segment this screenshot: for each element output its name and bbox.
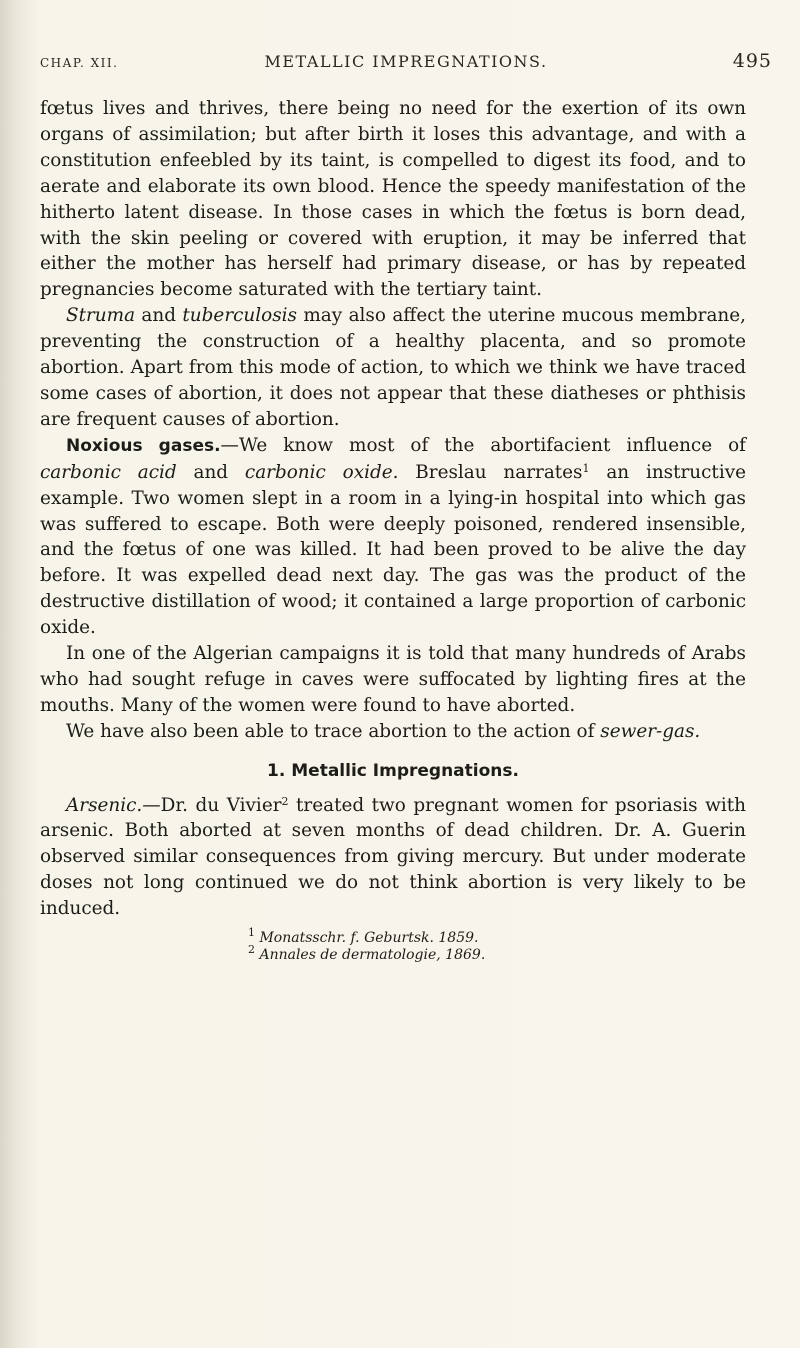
- footnote-text: Monatsschr. f. Geburtsk. 1859.: [259, 930, 479, 947]
- section-heading: 1. Metallic Impregnations.: [267, 760, 519, 781]
- text-run: and: [135, 305, 183, 327]
- text-run: treated two pregnant women for psoriasis with arsenic. Both aborted at seven months of dead children. Dr. A. Guerin observed similar consequences from giving mercury. But under moderate doses not long continued we do not think abortion is very likely to be induced.: [40, 794, 746, 920]
- term-tuberculosis: tuberculosis: [182, 305, 297, 327]
- text-run: an instructive example. Two women slept in a room in a lying-in hospital into which gas was suffered to escape. Both were deeply poisoned, rendered insensible, and the fœtus of one was killed. It had been proved to be alive the day before. It was expelled dead next day. The gas was the product of the destructive distillation of wood; it contained a large proportion of carbonic oxide.: [40, 461, 746, 639]
- footnote-ref-2: 2: [281, 794, 289, 808]
- term-sewer-gas: sewer-gas.: [600, 720, 701, 742]
- paragraph-5: [40, 719, 746, 745]
- paragraph-3: [40, 433, 746, 641]
- page-body: [40, 96, 746, 964]
- footnote-2: [248, 943, 746, 964]
- text-run: and: [176, 461, 245, 483]
- chapter-label: CHAP. XII.: [40, 56, 119, 70]
- page-number: 495: [732, 50, 772, 72]
- text-run: —We know most of the abortifacient influence of: [220, 434, 746, 456]
- footnote-mark: 1: [248, 926, 255, 940]
- paragraph-2: [40, 303, 746, 433]
- paragraph-1: fœtus lives and thrives, there being no need for the exertion of its own organs of assimilation; but after birth it loses this advantage, and with a constitution enfeebled by its taint, is compelled to digest its food, and to aerate and elaborate its own blood. Hence the speedy manifestation of the hitherto latent disease. In those cases in which the fœtus is born dead, with the skin peeling or covered with eruption, it may be inferred that either the mother has herself had primary disease, or has by repeated pregnancies become saturated with the tertiary taint.: [40, 98, 746, 301]
- subhead-noxious-gases: Noxious gases.: [66, 435, 221, 456]
- paragraph-6: [40, 793, 746, 923]
- paragraph-4: In one of the Algerian campaigns it is told that many hundreds of Arabs who had sought refuge in caves were suffocated by lighting fires at the mouths. Many of the women were found to have aborted.: [40, 643, 746, 716]
- text-run: may also affect the uterine mucous membrane, preventing the construction of a healthy placenta, and so promote abortion. Apart from this mode of action, to which we think we have traced some cases of abortion, it does not appear that these diatheses or phthisis are frequent causes of abortion.: [40, 305, 746, 430]
- term-carbonic-oxide: carbonic oxide.: [244, 461, 399, 483]
- term-carbonic-acid: carbonic acid: [40, 461, 177, 483]
- running-head: [40, 52, 772, 76]
- page-title: METALLIC IMPREGNATIONS.: [264, 52, 548, 71]
- footnote-text: Annales de dermatologie, 1869.: [259, 947, 486, 964]
- footnotes: [248, 926, 746, 964]
- text-run: We have also been able to trace abortion to the action of: [66, 720, 601, 742]
- text-run: Breslau narrates: [398, 461, 583, 483]
- footnote-1: [248, 926, 746, 947]
- footnote-mark: 2: [248, 943, 255, 957]
- text-run: —Dr. du Vivier: [142, 794, 282, 816]
- term-struma: Struma: [66, 305, 136, 327]
- footnote-ref-1: 1: [582, 461, 590, 475]
- subhead-arsenic: Arsenic.: [66, 794, 143, 816]
